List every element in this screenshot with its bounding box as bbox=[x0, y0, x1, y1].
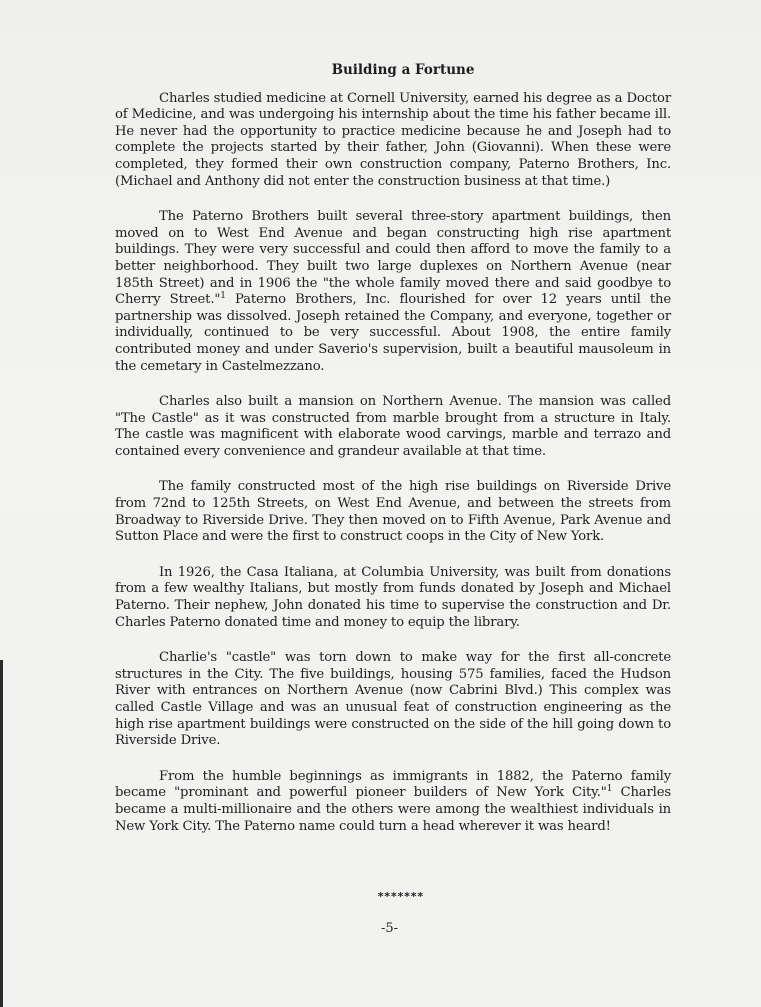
paragraph-6: Charlie's "castle" was torn down to make way for the first all-concrete structures in the City. The five buildings, housing 575 families, faced the Hudson River with entrances on Northern Avenue (now Cabrini Blvd.) This complex was called Castle Village and was an unusual feat of construction engineering as the high rise apartment buildings were constructed on the side of the hill going down to Riverside Drive. bbox=[115, 650, 671, 749]
paragraph-7 bbox=[115, 769, 671, 835]
section-title: Building a Fortune bbox=[331, 62, 475, 78]
paragraph-2-text-b: Paterno Brothers, Inc. flourished for over 12 years until the partnership was dissolved. Joseph retained the Company, and everyone, together or individually, continued to be very successful. About 1908, the entire family contributed money and under Saverio's supervision, built a beautiful mausoleum in the cemetary in Castelmezzano. bbox=[115, 292, 671, 374]
document-body bbox=[115, 62, 671, 854]
footnote-marker: 1 bbox=[606, 784, 613, 795]
paragraph-5: In 1926, the Casa Italiana, at Columbia University, was built from donations from a few wealthy Italians, but mostly from funds donated by Joseph and Michael Paterno. Their nephew, John donated his time to supervise the construction and Dr. Charles Paterno donated time and money to equip the library. bbox=[115, 564, 671, 630]
section-separator: ******* bbox=[377, 890, 424, 903]
paragraph-4: The family constructed most of the high rise buildings on Riverside Drive from 72nd to 125th Streets, on West End Avenue, and between the streets from Broadway to Riverside Drive. They then moved on to Fifth Avenue, Park Avenue and Sutton Place and were the first to construct coops in the City of New York. bbox=[115, 479, 671, 545]
paragraph-7-text-b: Charles became a multi-millionaire and the others were among the wealthiest individuals in New York City. The Paterno name could turn a head wherever it was heard! bbox=[115, 785, 671, 834]
footnote-marker: 1 bbox=[220, 291, 226, 302]
paragraph-2 bbox=[115, 209, 671, 375]
paragraph-7-text-a: From the humble beginnings as immigrants in 1882, the Paterno family became "prominant and powerful pioneer builders of New York City." bbox=[115, 768, 671, 801]
page-number: -5- bbox=[380, 921, 399, 936]
paragraph-3: Charles also built a mansion on Northern Avenue. The mansion was called "The Castle" as it was constructed from marble brought from a structure in Italy. The castle was magnificent with elaborate wood carvings, marble and terrazo and contained every convenience and grandeur available at that time. bbox=[115, 394, 671, 459]
paragraph-2-text-a: The Paterno Brothers built several three-story apartment buildings, then moved on to West End Avenue and began constructing high rise apartment buildings. They were very successful and could then afford to move the family to a better neighborhood. They built two large duplexes on Northern Avenue (near 185th Street) and in 1906 the "the whole family moved there and said goodbye to Cherry Street." bbox=[115, 209, 671, 308]
scan-edge-shadow bbox=[0, 660, 3, 1007]
paragraph-1: Charles studied medicine at Cornell University, earned his degree as a Doctor of Medicine, and was undergoing his internship about the time his father became ill. He never had the opportunity to practice medicine because he and Joseph had to complete the projects started by their father, John (Giovanni). When these were completed, they formed their own construction company, Paterno Brothers, Inc. (Michael and Anthony did not enter the construction business at that time.) bbox=[115, 90, 671, 189]
